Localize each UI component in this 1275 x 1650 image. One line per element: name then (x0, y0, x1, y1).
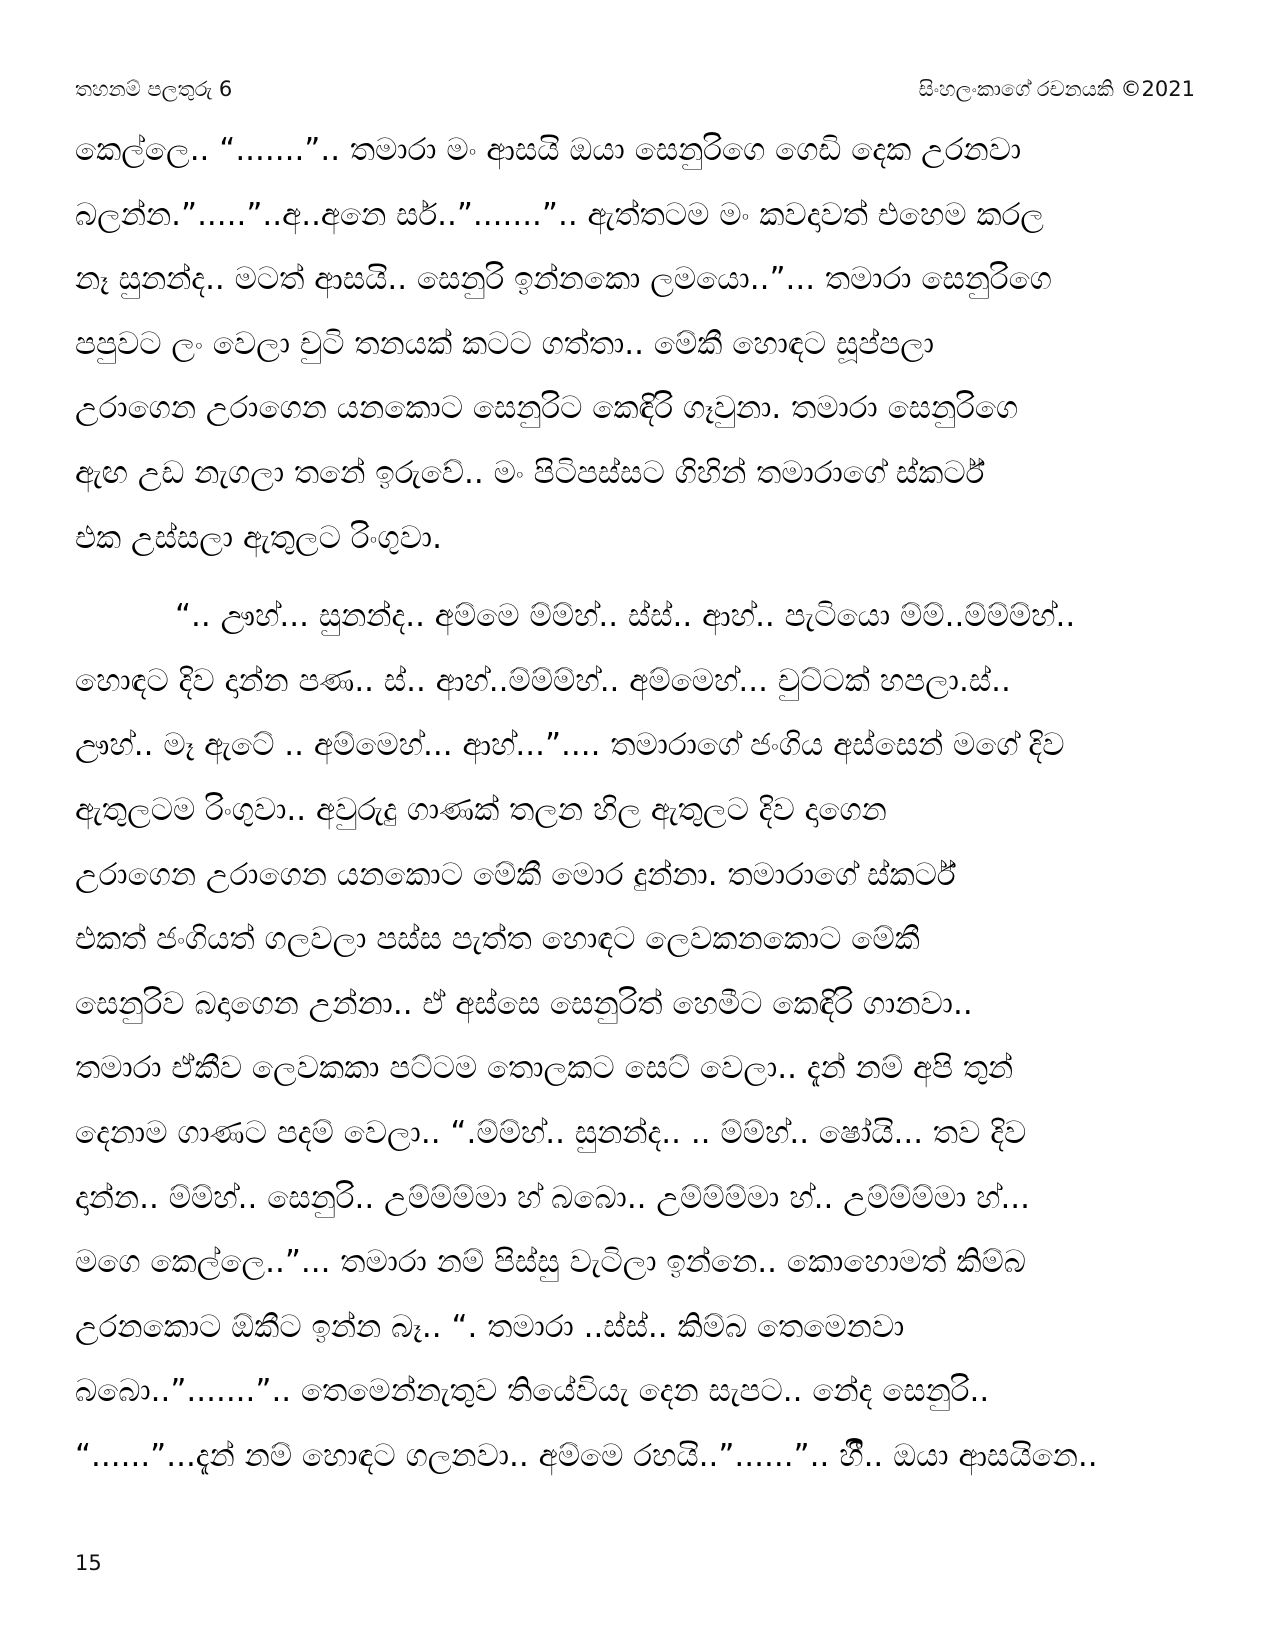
text-line: කෙල්ලෙ.. “.......”.. තමාරා මං ආසයි ඔයා සෙනුරිගෙ ගෙඩි දෙක උරනවා (75, 132, 1022, 168)
text-line: “.. ඌහ්... සුනන්ද.. අම්මෙ ම්ම්හ්.. ස්ස්.. ආහ්.. පැටියො ම්ම්..ම්ම්ම්හ්.. (175, 598, 1076, 635)
text-line: පපුවට ලං වෙලා චුටි තනයක් කටට ගත්තා.. මේකී හොඳට සූප්පලා (75, 325, 935, 362)
paragraph-gap (75, 570, 1190, 584)
text-line: උරාගෙන උරාගෙන යනකොට සෙනුරිට කෙඳිරි ගෑවුනා. තමාරා සෙනුරිගෙ (75, 390, 1019, 427)
paragraph-1 (75, 118, 1190, 570)
text-line: බබො..”.......”.. තෙමෙන්නැතුව තියේවියැ දෙන සැපට.. නේද සෙනුරි.. (75, 1373, 990, 1410)
text-line: උරාගෙන උරාගෙන යනකොට මේකී මොර දුන්නා. තමාරාගේ ස්කර්ට් (75, 856, 956, 893)
text-line: එක උස්සලා ඇතුලට රිංගුවා. (75, 519, 442, 556)
text-line: හොඳට දිව දාන්න පණ.. ස්.. ආහ්..ම්ම්ම්හ්.. අම්මෙහ්... චුට්ටක් හපලා.ස්.. (75, 662, 1011, 699)
text-line: නෑ සුනන්ද.. මටත් ආසයි.. සෙනුරි ඉන්නකො ලමයො..”... තමාරා සෙනුරිගෙ (75, 261, 1052, 298)
story-body (75, 118, 1190, 1488)
paragraph-2 (75, 584, 1190, 1488)
text-line: දෙනාම ගාණට පදම් වෙලා.. “.ම්ම්හ්.. සුනන්ද.. .. ම්ම්හ්.. ෂෝයි... තව දිව (75, 1114, 1027, 1151)
text-line: බලන්න.”.....”..අ..අනෙ සර්..”.......”.. ඇත්තටම මං කවදාවත් එහෙම කරල (75, 196, 1044, 233)
text-line: උරනකොට ඕකීට ඉන්න බෑ.. “. තමාරා ..ස්ස්.. කිම්බ තෙමෙනවා (75, 1308, 905, 1345)
text-line: සෙනුරිව බදාගෙන උන්නා.. ඒ අස්සෙ සෙනුරිත් හෙමීට කෙඳිරි ගානවා.. (75, 985, 973, 1022)
header-author-right: සිංහලංකාගේ රචනයකි ©2021 (918, 76, 1195, 101)
text-line: මගෙ කෙල්ලෙ..”... තමාරා නම් පිස්සු වැටිලා ඉන්නෙ.. කොහොමත් කිම්බ (75, 1244, 1026, 1281)
text-line: එකත් ජංගියත් ගලවලා පස්ස පැත්ත හොඳට ලෙවකනකොට මේකී (75, 921, 920, 958)
text-line: “......”...දැන් නම් හොඳට ගලනවා.. අම්මෙ රහයි..”......”.. හීී.. ඔයා ආසයිනෙ.. (75, 1437, 1098, 1474)
page-header (75, 74, 1195, 104)
header-title-left: තහනම් පලතුරු 6 (75, 76, 233, 101)
text-line: දාන්න.. ම්ම්හ්.. සෙනුරි.. උම්ම්ම්මා හ් බබො.. උම්ම්ම්මා හ්.. උම්ම්ම්මා හ්... (75, 1179, 1031, 1216)
text-line: ඌහ්.. මෑ ඇටේ .. අම්මෙහ්... ආහ්...”.... තමාරාගේ ජංගිය අස්සෙන් මගේ දිව (75, 727, 1065, 764)
text-line: ඇතුලටම රිංගුවා.. අවුරුදු ගාණක් තලන හිල ඇතුලට දිව දාගෙන (75, 791, 887, 828)
page-number: 15 (75, 1551, 102, 1575)
text-line: ඇඟ උඩ නැගලා තනේ ඉරුවේ.. මං පිටිපස්සට ගිහින් තමාරාගේ ස්කර්ට් (75, 454, 985, 491)
text-line: තමාරා ඒකීව ලෙවකකා පට්ටම තොලකට සෙට් වෙලා.. දැන් නම් අපි තුන් (75, 1050, 1014, 1087)
